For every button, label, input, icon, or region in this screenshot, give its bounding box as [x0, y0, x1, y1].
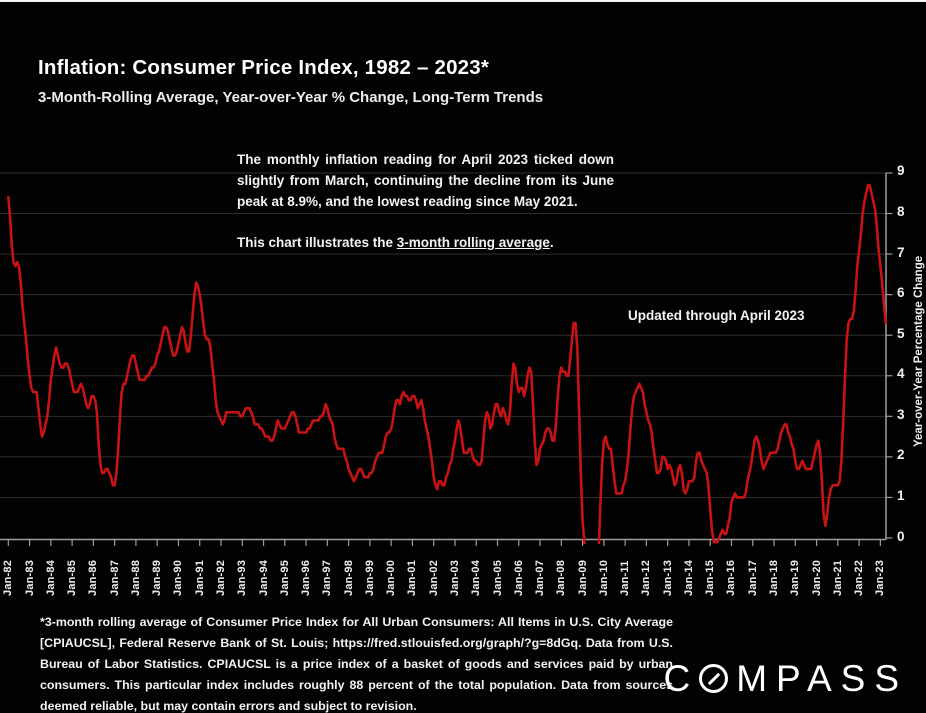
x-axis-label: Jan-95: [278, 559, 291, 596]
x-axis-label: Jan-90: [172, 559, 185, 596]
y-axis-tick-label: 7: [897, 244, 905, 260]
x-axis-label: Jan-93: [236, 559, 249, 596]
x-axis-label: Jan-91: [193, 559, 206, 596]
y-axis-tick-label: 5: [897, 325, 905, 341]
compass-logo-suffix: MPASS: [736, 658, 908, 699]
x-axis-label: Jan-94: [257, 559, 270, 596]
x-axis-label: Jan-00: [385, 559, 398, 596]
x-axis-label: Jan-16: [725, 559, 738, 596]
x-axis-label: Jan-92: [215, 559, 227, 596]
x-axis-label: Jan-88: [129, 559, 142, 596]
x-axis-label: Jan-10: [597, 559, 610, 596]
x-axis-label: Jan-11: [619, 560, 632, 596]
x-axis-label: Jan-04: [470, 559, 483, 596]
x-axis-label: Jan-89: [151, 559, 164, 596]
y-axis-tick-label: 4: [897, 366, 905, 382]
x-axis-label: Jan-83: [23, 559, 36, 596]
x-axis-label: Jan-87: [108, 559, 121, 596]
compass-o-mark-icon: [699, 664, 728, 693]
y-axis-tick-label: 1: [897, 487, 905, 503]
x-axis-label: Jan-12: [640, 559, 653, 596]
compass-logo: [663, 658, 908, 700]
x-axis-label: Jan-02: [427, 559, 440, 596]
x-axis-label: Jan-18: [768, 559, 781, 596]
x-axis-label: Jan-13: [661, 559, 674, 596]
annotation-sentence-suffix: .: [549, 235, 554, 250]
x-axis-label: Jan-96: [300, 559, 313, 596]
x-axis-label: Jan-14: [682, 559, 695, 596]
x-axis-label: Jan-05: [491, 559, 504, 596]
x-axis-label: Jan-99: [363, 559, 376, 596]
x-axis-label: Jan-97: [321, 559, 334, 596]
x-axis-label: Jan-20: [810, 559, 823, 596]
x-axis-label: Jan-03: [448, 559, 461, 596]
top-border-line: [0, 0, 926, 2]
x-axis-label: Jan-09: [576, 559, 589, 596]
annotation-sentence: [237, 232, 614, 253]
chart-annotation: [237, 149, 614, 253]
x-axis-label: Jan-98: [342, 559, 355, 596]
annotation-underlined-phrase: 3-month rolling average: [396, 235, 550, 250]
x-axis-label: Jan-08: [555, 559, 568, 596]
y-axis-tick-label: 9: [897, 163, 905, 179]
x-axis-label: Jan-19: [789, 559, 802, 596]
x-axis-label: Jan-21: [831, 559, 844, 596]
y-axis-tick-label: 3: [897, 406, 905, 422]
x-axis-label: Jan-84: [44, 559, 57, 596]
updated-through-note: Updated through April 2023: [628, 308, 805, 323]
page-subtitle: 3-Month-Rolling Average, Year-over-Year % Change, Long-Term Trends: [38, 89, 544, 106]
x-axis-label: Jan-82: [2, 559, 15, 596]
x-axis-label: Jan-07: [534, 559, 547, 596]
compass-needle-icon: [707, 672, 720, 685]
page-title: Inflation: Consumer Price Index, 1982 – 2023*: [38, 56, 490, 79]
y-axis-tick-label: 2: [897, 447, 905, 463]
y-axis-tick-label: 0: [897, 528, 905, 544]
x-axis-label: Jan-22: [853, 559, 866, 596]
annotation-paragraph: The monthly inflation reading for April 2023 ticked down slightly from March, continuing the decline from its June peak at 8.9%, and the lowest reading since May 2021.: [237, 152, 614, 209]
x-axis-label: Jan-06: [512, 559, 525, 596]
x-axis-label: Jan-86: [87, 559, 100, 596]
source-footnote: *3-month rolling average of Consumer Price Index for All Urban Consumers: All Items in U.S. City Average [CPIAUCSL], Federal Reserve Bank of St. Louis; https://fred.stlouisfed.org/graph/?g=8dGq. Data from U.S. Bureau of Labor Statistics. CPIAUCSL is a price index of a basket of goods and services paid by urban consumers. This particular index includes roughly 88 percent of the total population. Data from sources deemed reliable, but may contain errors and subject to revision.: [40, 615, 673, 713]
y-axis-tick-label: 6: [897, 285, 905, 301]
x-axis-label: Jan-01: [406, 559, 419, 596]
x-axis-label: Jan-23: [874, 559, 887, 596]
annotation-sentence-prefix: This chart illustrates the: [237, 235, 397, 250]
x-axis-label: Jan-85: [66, 559, 79, 596]
compass-logo-prefix: C: [663, 658, 700, 699]
x-axis-label: Jan-15: [704, 559, 717, 596]
y-axis-title: Year-over-Year Percentage Change: [913, 255, 925, 447]
x-axis-label: Jan-17: [746, 559, 759, 596]
y-axis-tick-label: 8: [897, 204, 905, 220]
